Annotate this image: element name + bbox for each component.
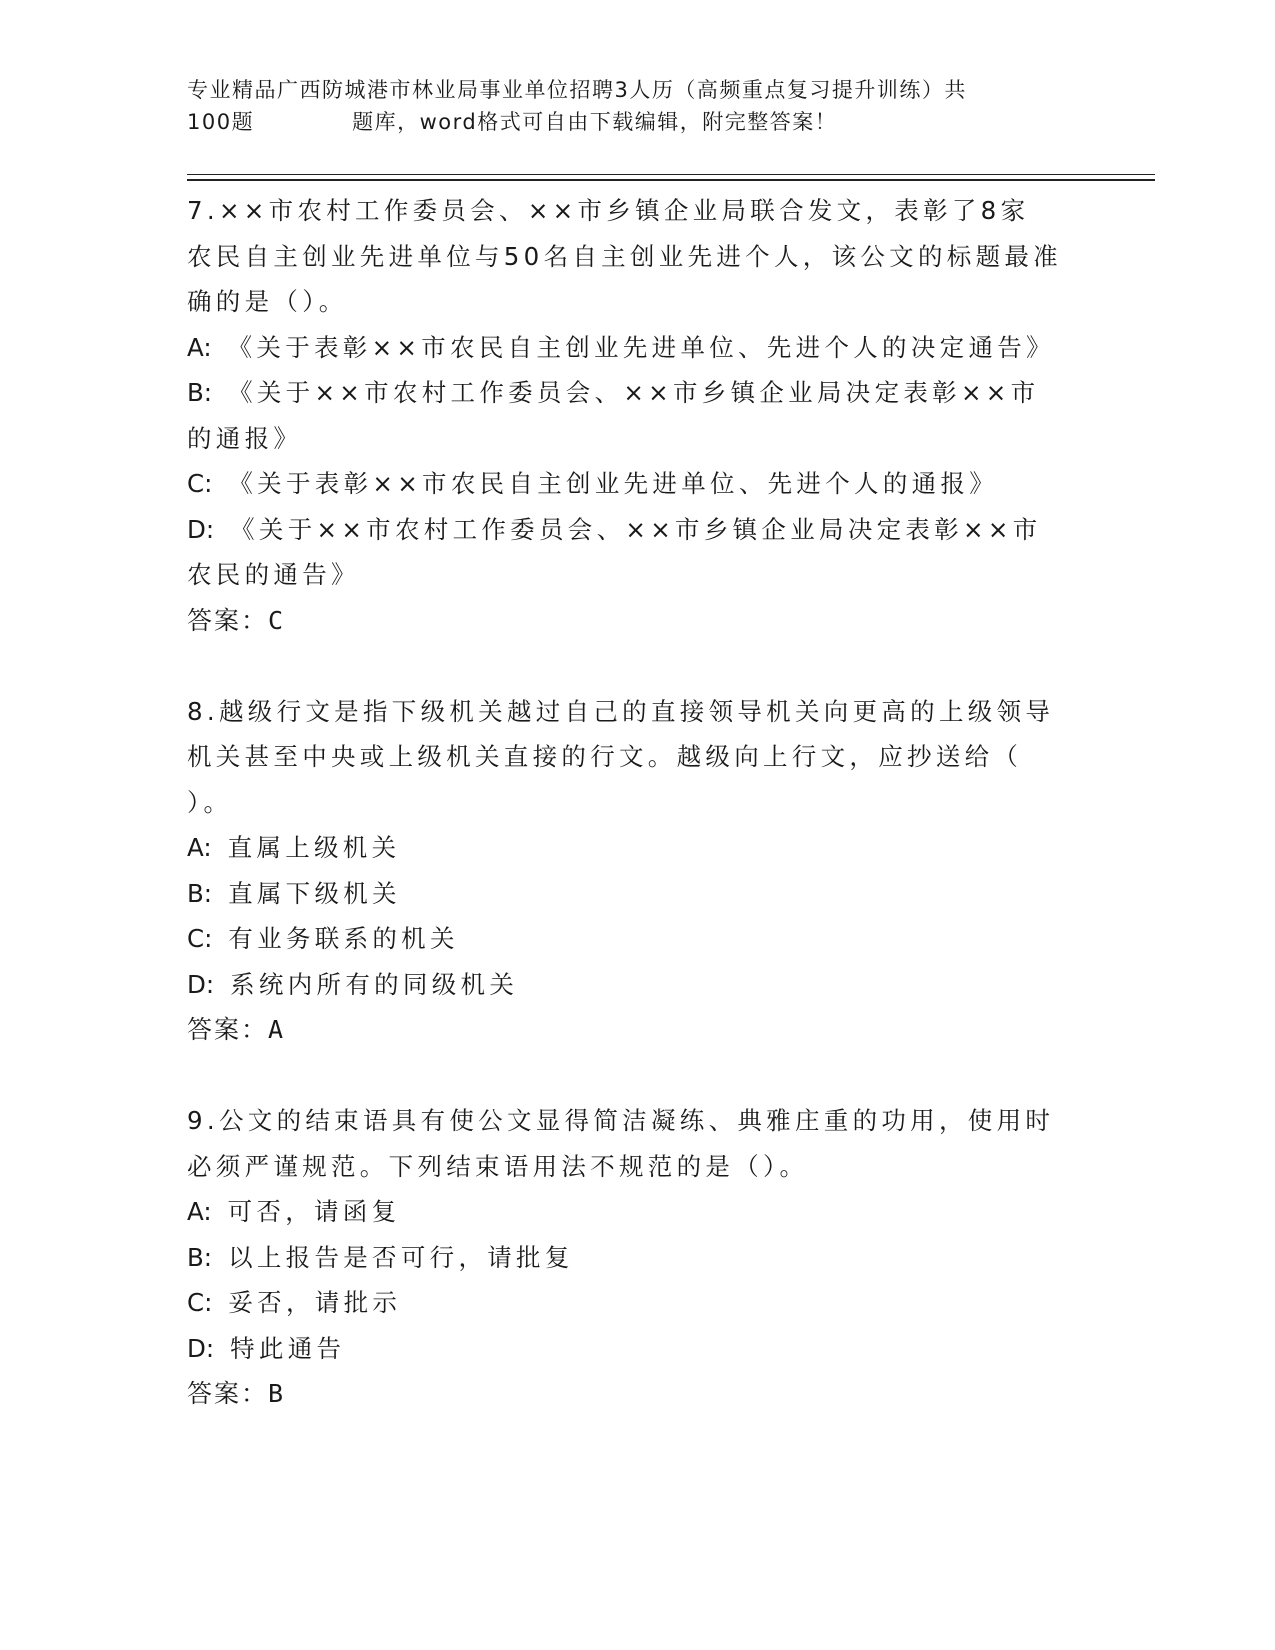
option-text: 《关于表彰××市农民自主创业先进单位、先进个人的决定通告》 [227, 332, 1055, 362]
option-line [187, 507, 1077, 553]
option-line [187, 1189, 1077, 1235]
option-line [187, 461, 1077, 507]
option-key: A: [187, 332, 212, 362]
option-text: 系统内所有的同级机关 [230, 969, 519, 999]
option-text: 以上报告是否可行，请批复 [228, 1242, 574, 1272]
option-key: D: [187, 969, 215, 999]
question-stem-line: ）。 [187, 787, 233, 817]
option-text: 妥否，请批示 [228, 1288, 402, 1317]
option-line [187, 325, 1077, 371]
question-list [187, 188, 1077, 1417]
option-line [187, 916, 1077, 962]
option-key: C: [187, 924, 213, 953]
question-stem-line: 必须严谨规范。下列结束语用法不规范的是（）。 [187, 1151, 809, 1181]
option-line [187, 1280, 1077, 1326]
option-key: B: [187, 378, 213, 407]
option-line [187, 871, 1077, 917]
header-line-2-count: 100题 [187, 110, 255, 134]
option-line [187, 416, 1077, 462]
option-key: B: [187, 878, 213, 908]
header-line-1: 专业精品广西防城港市林业局事业单位招聘3人历（高频重点复习提升训练）共 [187, 78, 967, 102]
question-block [187, 1098, 1077, 1417]
option-line [187, 825, 1077, 871]
question-stem-line: 8.越级行文是指下级机关越过自己的直接领导机关向更高的上级领导 [187, 696, 1055, 726]
option-text: 特此通告 [230, 1333, 346, 1363]
option-line [187, 370, 1077, 416]
option-line [187, 1326, 1077, 1372]
header-divider-thick [187, 179, 1155, 181]
answer-label: 答案： [187, 1015, 269, 1044]
option-key: C: [187, 1288, 213, 1317]
answer-value: A [268, 1015, 286, 1044]
option-key: D: [187, 514, 215, 544]
option-line [187, 1235, 1077, 1281]
option-text: 农民的通告》 [187, 560, 360, 589]
header-line-2-text: 题库，word格式可自由下载编辑，附完整答案！ [352, 110, 838, 134]
header-divider-thin [187, 174, 1155, 175]
question-stem-line: 农民自主创业先进单位与50名自主创业先进个人，该公文的标题最准 [187, 241, 1062, 271]
answer-line [187, 1371, 1077, 1417]
question-stem-line: 确的是（）。 [187, 287, 348, 316]
option-key: D: [187, 1333, 215, 1363]
option-text: 的通报》 [187, 423, 303, 453]
option-text: 有业务联系的机关 [228, 924, 459, 953]
question-block [187, 689, 1077, 1053]
answer-label: 答案： [187, 1379, 269, 1408]
header-line-2 [187, 106, 1067, 138]
page-header [187, 74, 1067, 138]
option-key: C: [187, 469, 213, 498]
answer-value: B [268, 1379, 286, 1408]
question-stem-line: 机关甚至中央或上级机关直接的行文。越级向上行文，应抄送给（ [187, 742, 1023, 771]
option-text: 直属下级机关 [228, 878, 401, 908]
option-text: 《关于××市农村工作委员会、××市乡镇企业局决定表彰××市 [230, 514, 1042, 544]
option-key: A: [187, 1197, 212, 1226]
question-stem-line: 9.公文的结束语具有使公文显得简洁凝练、典雅庄重的功用，使用时 [187, 1106, 1055, 1135]
option-text: 可否，请函复 [227, 1197, 401, 1226]
question-stem-line: 7.××市农村工作委员会、××市乡镇企业局联合发文，表彰了8家 [187, 196, 1030, 225]
answer-value: C [268, 605, 286, 635]
answer-line [187, 598, 1077, 644]
option-key: A: [187, 833, 212, 862]
option-text: 《关于表彰××市农民自主创业先进单位、先进个人的通报》 [228, 469, 999, 498]
option-text: 直属上级机关 [227, 833, 401, 862]
option-line [187, 962, 1077, 1008]
option-line [187, 552, 1077, 598]
question-block [187, 188, 1077, 643]
answer-line [187, 1007, 1077, 1053]
option-text: 《关于××市农村工作委员会、××市乡镇企业局决定表彰××市 [228, 378, 1040, 407]
answer-label: 答案： [187, 605, 269, 635]
option-key: B: [187, 1242, 213, 1272]
